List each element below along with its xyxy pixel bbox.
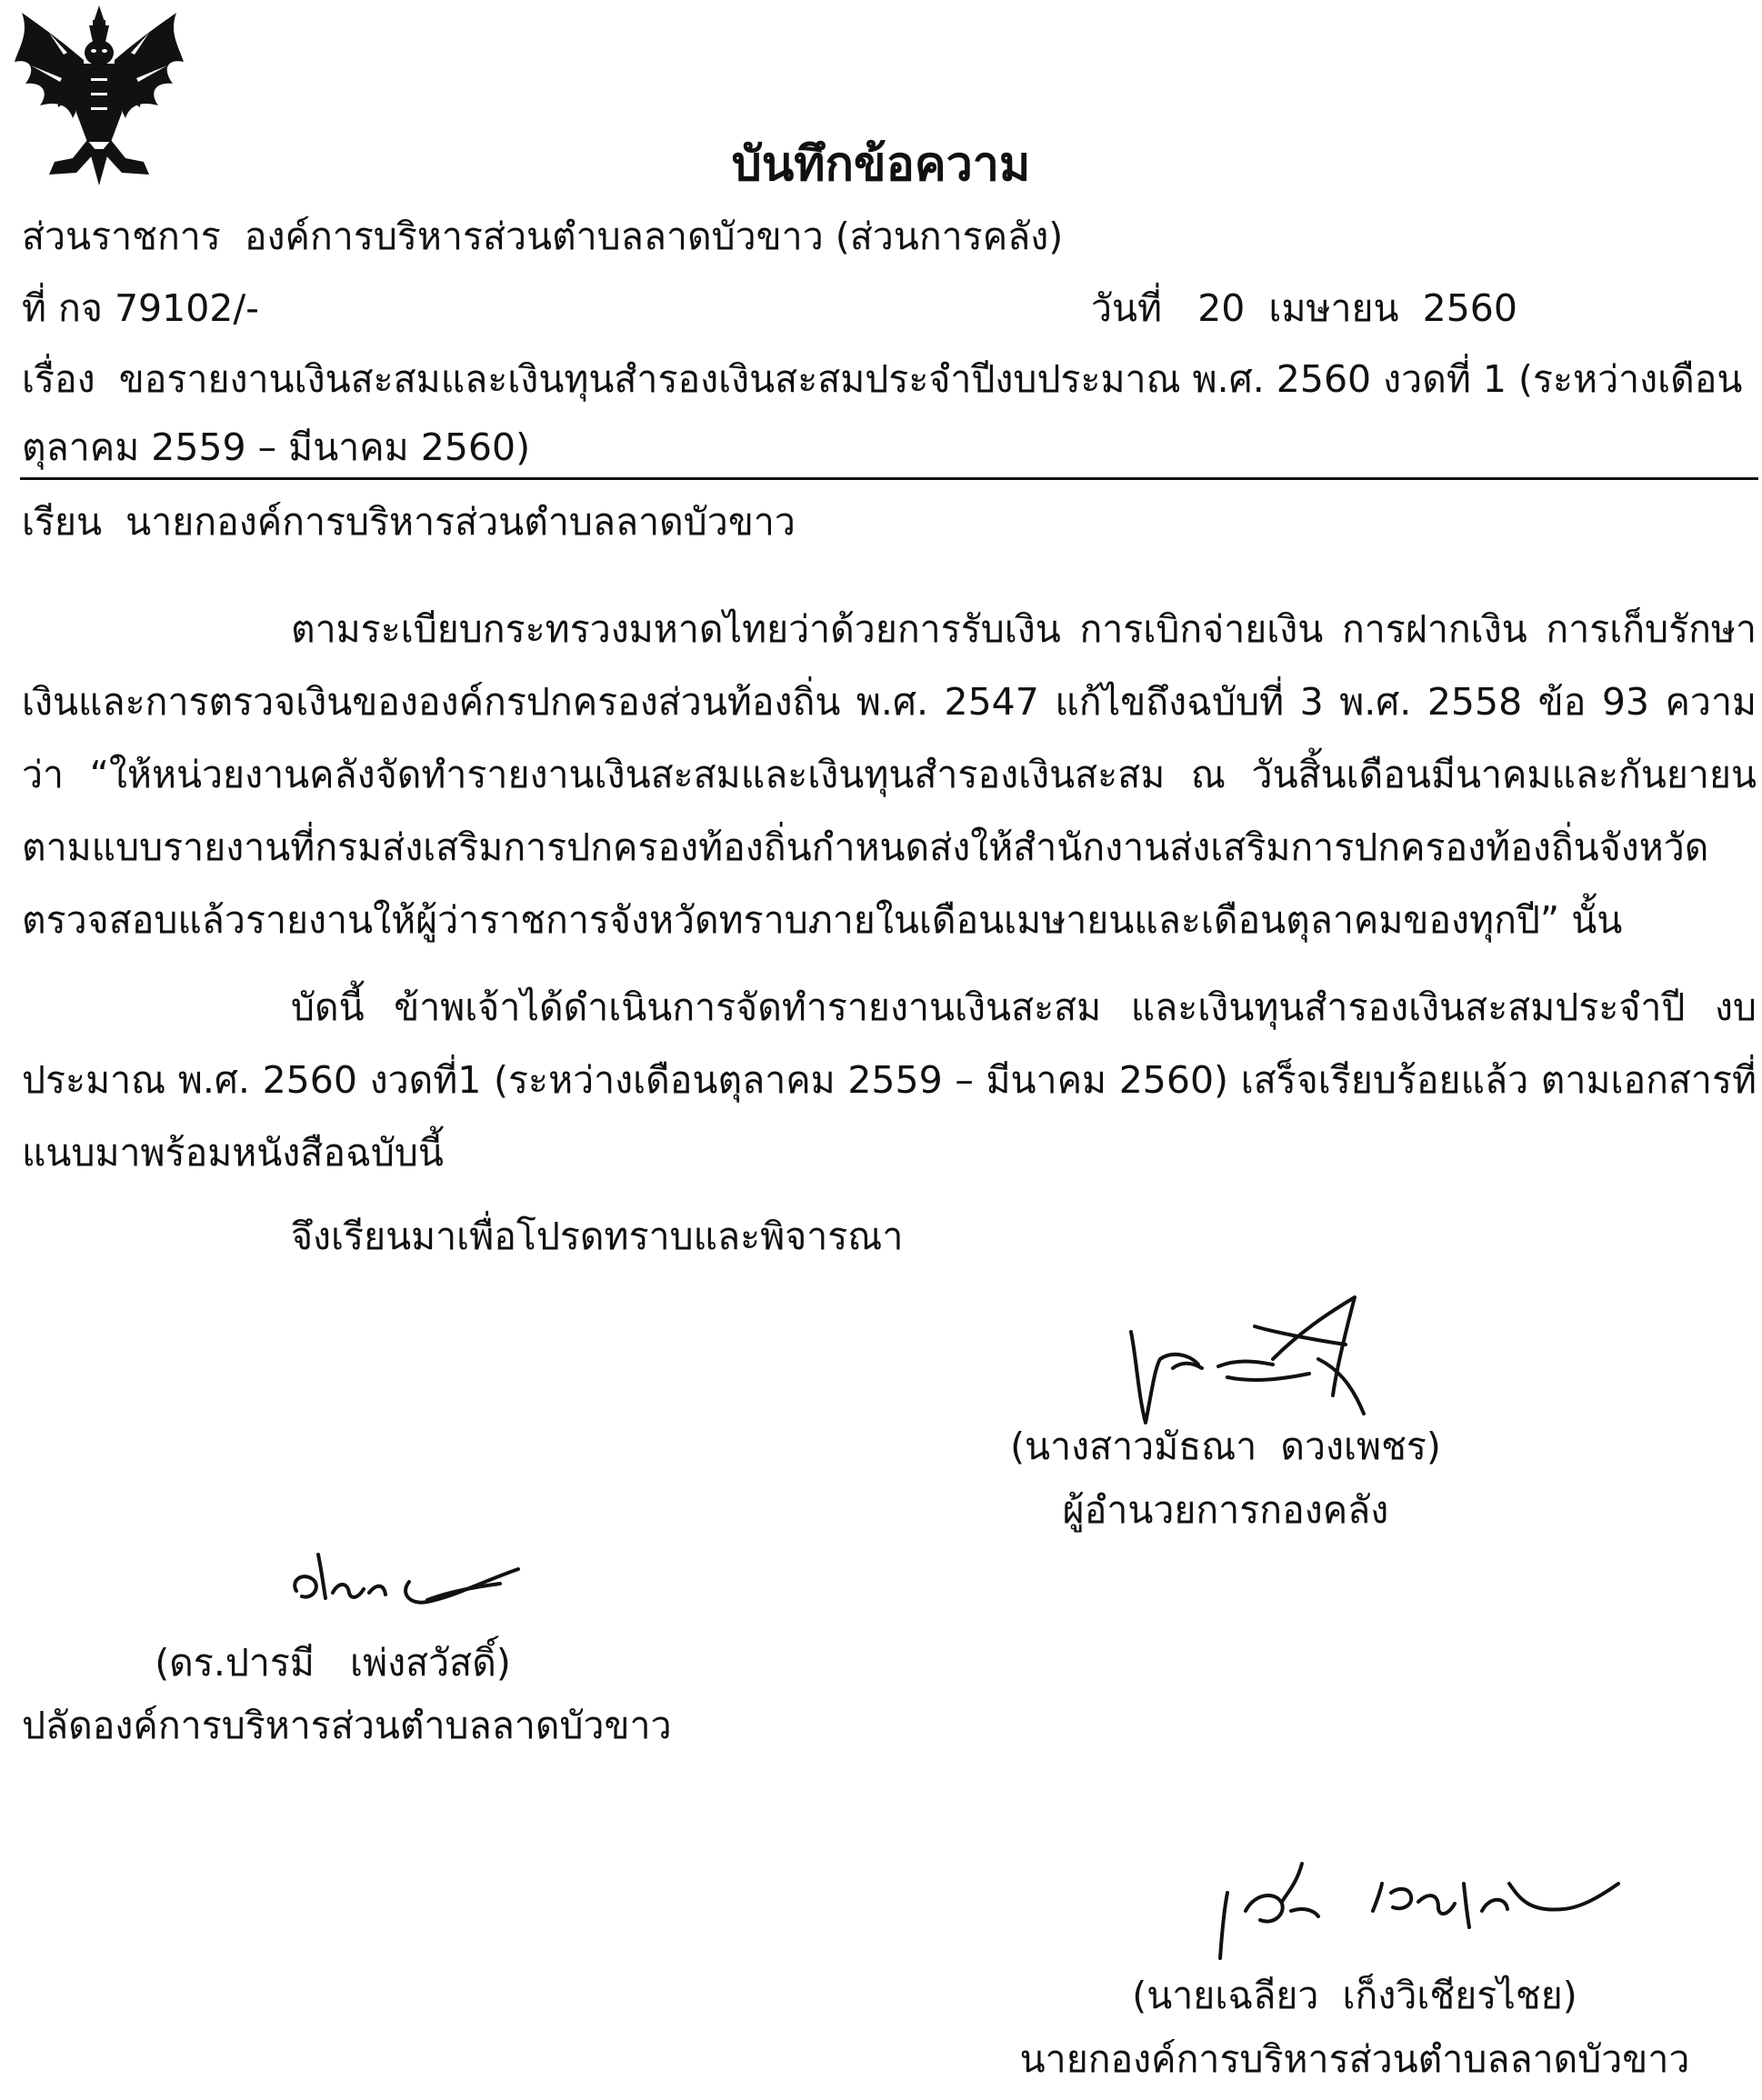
mayor-position: นายกองค์การบริหารส่วนตำบลลาดบัวขาว [1019, 2037, 1690, 2081]
deputy-block [24, 1631, 642, 1695]
memo-title: บันทึกข้อความ [731, 137, 1031, 192]
deputy-name: (ดร.ปารมี เพ่งสวัสดิ์) [155, 1641, 511, 1685]
deputy-signature [282, 1545, 536, 1618]
mayor-name: (นายเฉลียว เก็งวิเชียรไชย) [1132, 1974, 1577, 2017]
department-value: องค์การบริหารส่วนตำบลลาดบัวขาว (ส่วนการคลัง) [244, 215, 1064, 258]
subject-line-2: ตุลาคม 2559 – มีนาคม 2560) [22, 425, 531, 469]
date-value: 20 เมษายน 2560 [1197, 286, 1517, 330]
department-label: ส่วนราชการ [22, 215, 221, 258]
finance-director-signature [1118, 1295, 1409, 1432]
reference-number: ที่ กจ 79102/- [22, 286, 259, 330]
date-line [1091, 283, 1517, 334]
subject-label: เรื่อง [22, 357, 95, 401]
mayor-block [982, 1964, 1727, 2091]
body-paragraph-2-text: บัดนี้ ข้าพเจ้าได้ดำเนินการจัดทำรายงานเงินสะสม และเงินทุนสำรองเงินสะสมประจำปี งบประมาณ พ.ศ. 2560 งวดที่1 (ระหว่างเดือนตุลาคม 2559 – มีนาคม 2560) เสร็จเรียบร้อยแล้ว ตามเอกสารที่แนบมาพร้อมหนังสือฉบับนี้ [22, 985, 1757, 1175]
mayor-signature [1200, 1856, 1637, 1965]
recipient-line [22, 496, 796, 547]
closing-line: จึงเรียนมาเพื่อโปรดทราบและพิจารณา [291, 1215, 904, 1258]
finance-director-block [935, 1415, 1517, 1542]
date-label: วันที่ [1091, 286, 1163, 330]
body-paragraph-1-text: ตามระเบียบกระทรวงมหาดไทยว่าด้วยการรับเงิน การเบิกจ่ายเงิน การฝากเงิน การเก็บรักษาเงินและการตรวจเงินขององค์กรปกครองส่วนท้องถิ่น พ.ศ. 2547 แก้ไขถึงฉบับที่ 3 พ.ศ. 2558 ข้อ 93 ความว่า “ให้หน่วยงานคลังจัดทำรายงานเงินสะสมและเงินทุนสำรองเงินสะสม ณ วันสิ้นเดือนมีนาคมและกันยายนตามแบบรายงานที่กรมส่งเสริมการปกครองท้องถิ่นกำหนดส่งให้สำนักงานส่งเสริมการปกครองท้องถิ่นจังหวัดตรวจสอบแล้วรายงานให้ผู้ว่าราชการจังหวัดทราบภายในเดือนเมษายนและเดือนตุลาคมของทุกปี” นั้น [22, 607, 1757, 942]
department-line [22, 211, 1063, 262]
header-divider [20, 477, 1758, 480]
deputy-position: ปลัดองค์การบริหารส่วนตำบลลาดบัวขาว [22, 1704, 672, 1747]
body-paragraph-2 [22, 971, 1757, 1189]
recipient-value: นายกองค์การบริหารส่วนตำบลลาดบัวขาว [125, 500, 796, 544]
finance-director-position: ผู้อำนวยการกองคลัง [1062, 1488, 1389, 1532]
subject-text: ขอรายงานเงินสะสมและเงินทุนสำรองเงินสะสมประจำปีงบประมาณ พ.ศ. 2560 งวดที่ 1 (ระหว่างเดือน [118, 357, 1743, 401]
body-paragraph-1 [22, 593, 1757, 956]
subject-line-1 [22, 354, 1757, 405]
finance-director-name: (นางสาวมัธณา ดวงเพชร) [1010, 1425, 1441, 1468]
recipient-label: เรียน [22, 500, 103, 544]
